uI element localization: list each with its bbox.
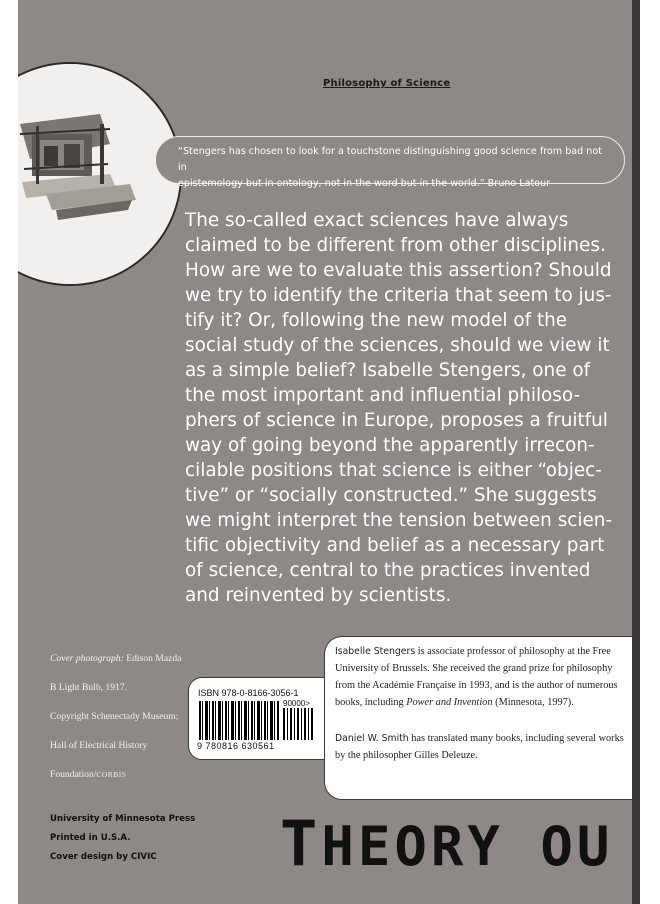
description-line: The so-called exact sciences have always (185, 210, 569, 231)
book-description (185, 208, 627, 608)
description-line: How are we to evaluate this assertion? Should (185, 260, 612, 281)
isbn-number: ISBN 978-0-8166-3056-1 (198, 688, 299, 698)
description-line: phers of science in Europe, proposes a fruitful (185, 410, 608, 431)
credit-line-4: Hall of Electrical History (50, 740, 148, 751)
barcode-addon-code: 90000> (283, 699, 310, 708)
description-line: tify it? Or, following the new model of the (185, 310, 568, 331)
credit-text: Edison Mazda (126, 653, 182, 664)
author-bio-text-2: (Minnesota, 1997). (492, 697, 574, 708)
description-line: claimed to be different from other disciplines. (185, 235, 606, 256)
description-line: the most important and influential philoso- (185, 385, 581, 406)
series-label: Philosophy of Science (323, 78, 451, 89)
translator-name: Daniel W. Smith (335, 733, 409, 744)
author-bio-text-1: is associate professor of philosophy at the Free University of Brussels. She received the grand prize for philosophy from the Académie Française in 1993, and is the author of numerous books, including (335, 646, 618, 708)
quote-line: “Stengers has chosen to look for a touchstone distinguishing good science from bad not in (178, 146, 603, 173)
description-line: we try to identify the criteria that seem to jus- (185, 285, 612, 306)
back-cover (18, 0, 640, 904)
description-line: tific objectivity and belief as a necessary part (185, 535, 605, 556)
cover-designer: Cover design by CIVIC (50, 852, 157, 862)
spine-edge (632, 0, 640, 904)
credit-line-2: B Light Bulb, 1917. (50, 682, 128, 693)
description-line: cilable positions that science is either “objec- (185, 460, 602, 481)
description-line: way of going beyond the apparently irrecon- (185, 435, 595, 456)
credit-line-1 (50, 644, 240, 673)
title-rest: HEORY OU (321, 815, 614, 878)
cover-photo-light-bulb (18, 62, 182, 286)
title-first-letter: T (280, 807, 322, 880)
translator-bio-text: has translated many books, including several works by the philosopher Gilles Deleuze. (335, 733, 624, 761)
author-bio (324, 636, 640, 800)
isbn-barcode (188, 677, 325, 760)
author-bio-paragraph (335, 643, 630, 711)
description-line: social study of the sciences, should we view it (185, 335, 610, 356)
book-title-fragment (280, 807, 614, 880)
printed-in: Printed in U.S.A. (50, 833, 131, 843)
author-name: Isabelle Stengers (335, 646, 416, 657)
light-bulb-machine-illustration (18, 64, 180, 284)
author-book-title: Power and Invention (406, 697, 493, 708)
description-line: of science, central to the practices invented (185, 560, 591, 581)
publisher-info (50, 810, 195, 867)
quote-line: epistemology but in ontology, not in the word but in the world.” Bruno Latour (178, 178, 551, 189)
credit-corbis: CORBIS (96, 770, 127, 779)
blurb-quote (155, 136, 625, 189)
credit-label: Cover photograph: (50, 653, 124, 664)
description-line: we might interpret the tension between scien- (185, 510, 613, 531)
barcode-addon-bars (283, 708, 315, 740)
credit-foundation: Foundation/ (50, 769, 97, 780)
credit-line-3: Copyright Schenectady Museum; (50, 711, 179, 722)
publisher-name: University of Minnesota Press (50, 814, 196, 824)
barcode-bars (199, 701, 279, 740)
description-line: as a simple belief? Isabelle Stengers, one of (185, 360, 591, 381)
translator-bio-paragraph (335, 730, 630, 764)
credit-line-5 (50, 760, 240, 789)
description-line: tive” or “socially constructed.” She suggests (185, 485, 597, 506)
description-line: and reinvented by scientists. (185, 585, 452, 606)
barcode-digits: 9 780816 630561 (197, 741, 275, 751)
